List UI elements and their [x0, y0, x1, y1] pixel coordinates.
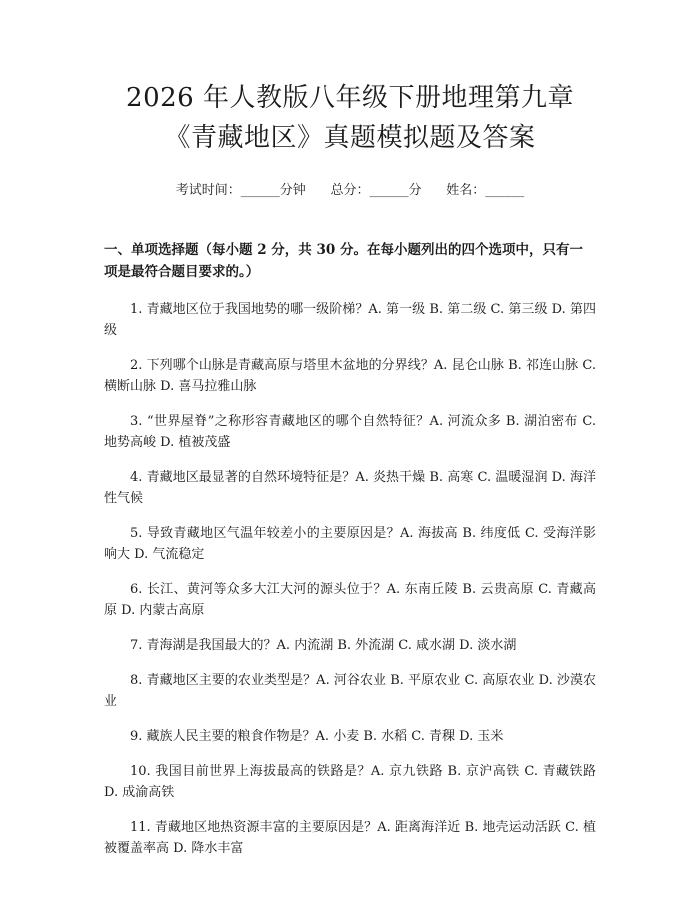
question-item: 5. 导致青藏地区气温年较差小的主要原因是？A. 海拔高 B. 纬度低 C. 受海洋影响大 D. 气流稳定	[104, 526, 596, 562]
question-item: 2. 下列哪个山脉是青藏高原与塔里木盆地的分界线？A. 昆仑山脉 B. 祁连山脉 C. 横断山脉 D. 喜马拉雅山脉	[104, 358, 596, 394]
question-item: 1. 青藏地区位于我国地势的哪一级阶梯？A. 第一级 B. 第二级 C. 第三级 D. 第四级	[104, 302, 596, 338]
section-heading: 一、单项选择题（每小题 2 分，共 30 分。在每小题列出的四个选项中，只有一项是最符合题目要求的。）	[104, 242, 583, 280]
question-item: 9. 藏族人民主要的粮食作物是？A. 小麦 B. 水稻 C. 青稞 D. 玉米	[130, 729, 504, 744]
question-item: 4. 青藏地区最显著的自然环境特征是？A. 炎热干燥 B. 高寒 C. 温暖湿润 D. 海洋性气候	[104, 470, 596, 506]
question-item: 10. 我国目前世界上海拔最高的铁路是？A. 京九铁路 B. 京沪高铁 C. 青藏铁路 D. 成渝高铁	[104, 764, 596, 800]
question-list	[104, 299, 596, 859]
exam-info-line: 考试时间：______分钟 总分：______分 姓名：______	[175, 183, 525, 198]
question-item: 8. 青藏地区主要的农业类型是？A. 河谷农业 B. 平原农业 C. 高原农业 D. 沙漠农业	[104, 673, 596, 709]
question-item: 3. “世界屋脊”之称形容青藏地区的哪个自然特征？A. 河流众多 B. 湖泊密布 C. 地势高峻 D. 植被茂盛	[104, 414, 596, 450]
question-item: 11. 青藏地区地热资源丰富的主要原因是？A. 距离海洋近 B. 地壳运动活跃 C. 植被覆盖率高 D. 降水丰富	[104, 820, 596, 856]
question-item: 7. 青海湖是我国最大的？A. 内流湖 B. 外流湖 C. 咸水湖 D. 淡水湖	[130, 638, 517, 653]
question-item: 6. 长江、黄河等众多大江大河的源头位于？A. 东南丘陵 B. 云贵高原 C. 青藏高原 D. 内蒙古高原	[104, 582, 596, 618]
page-title: 2026 年人教版八年级下册地理第九章《青藏地区》真题模拟题及答案	[126, 83, 574, 153]
